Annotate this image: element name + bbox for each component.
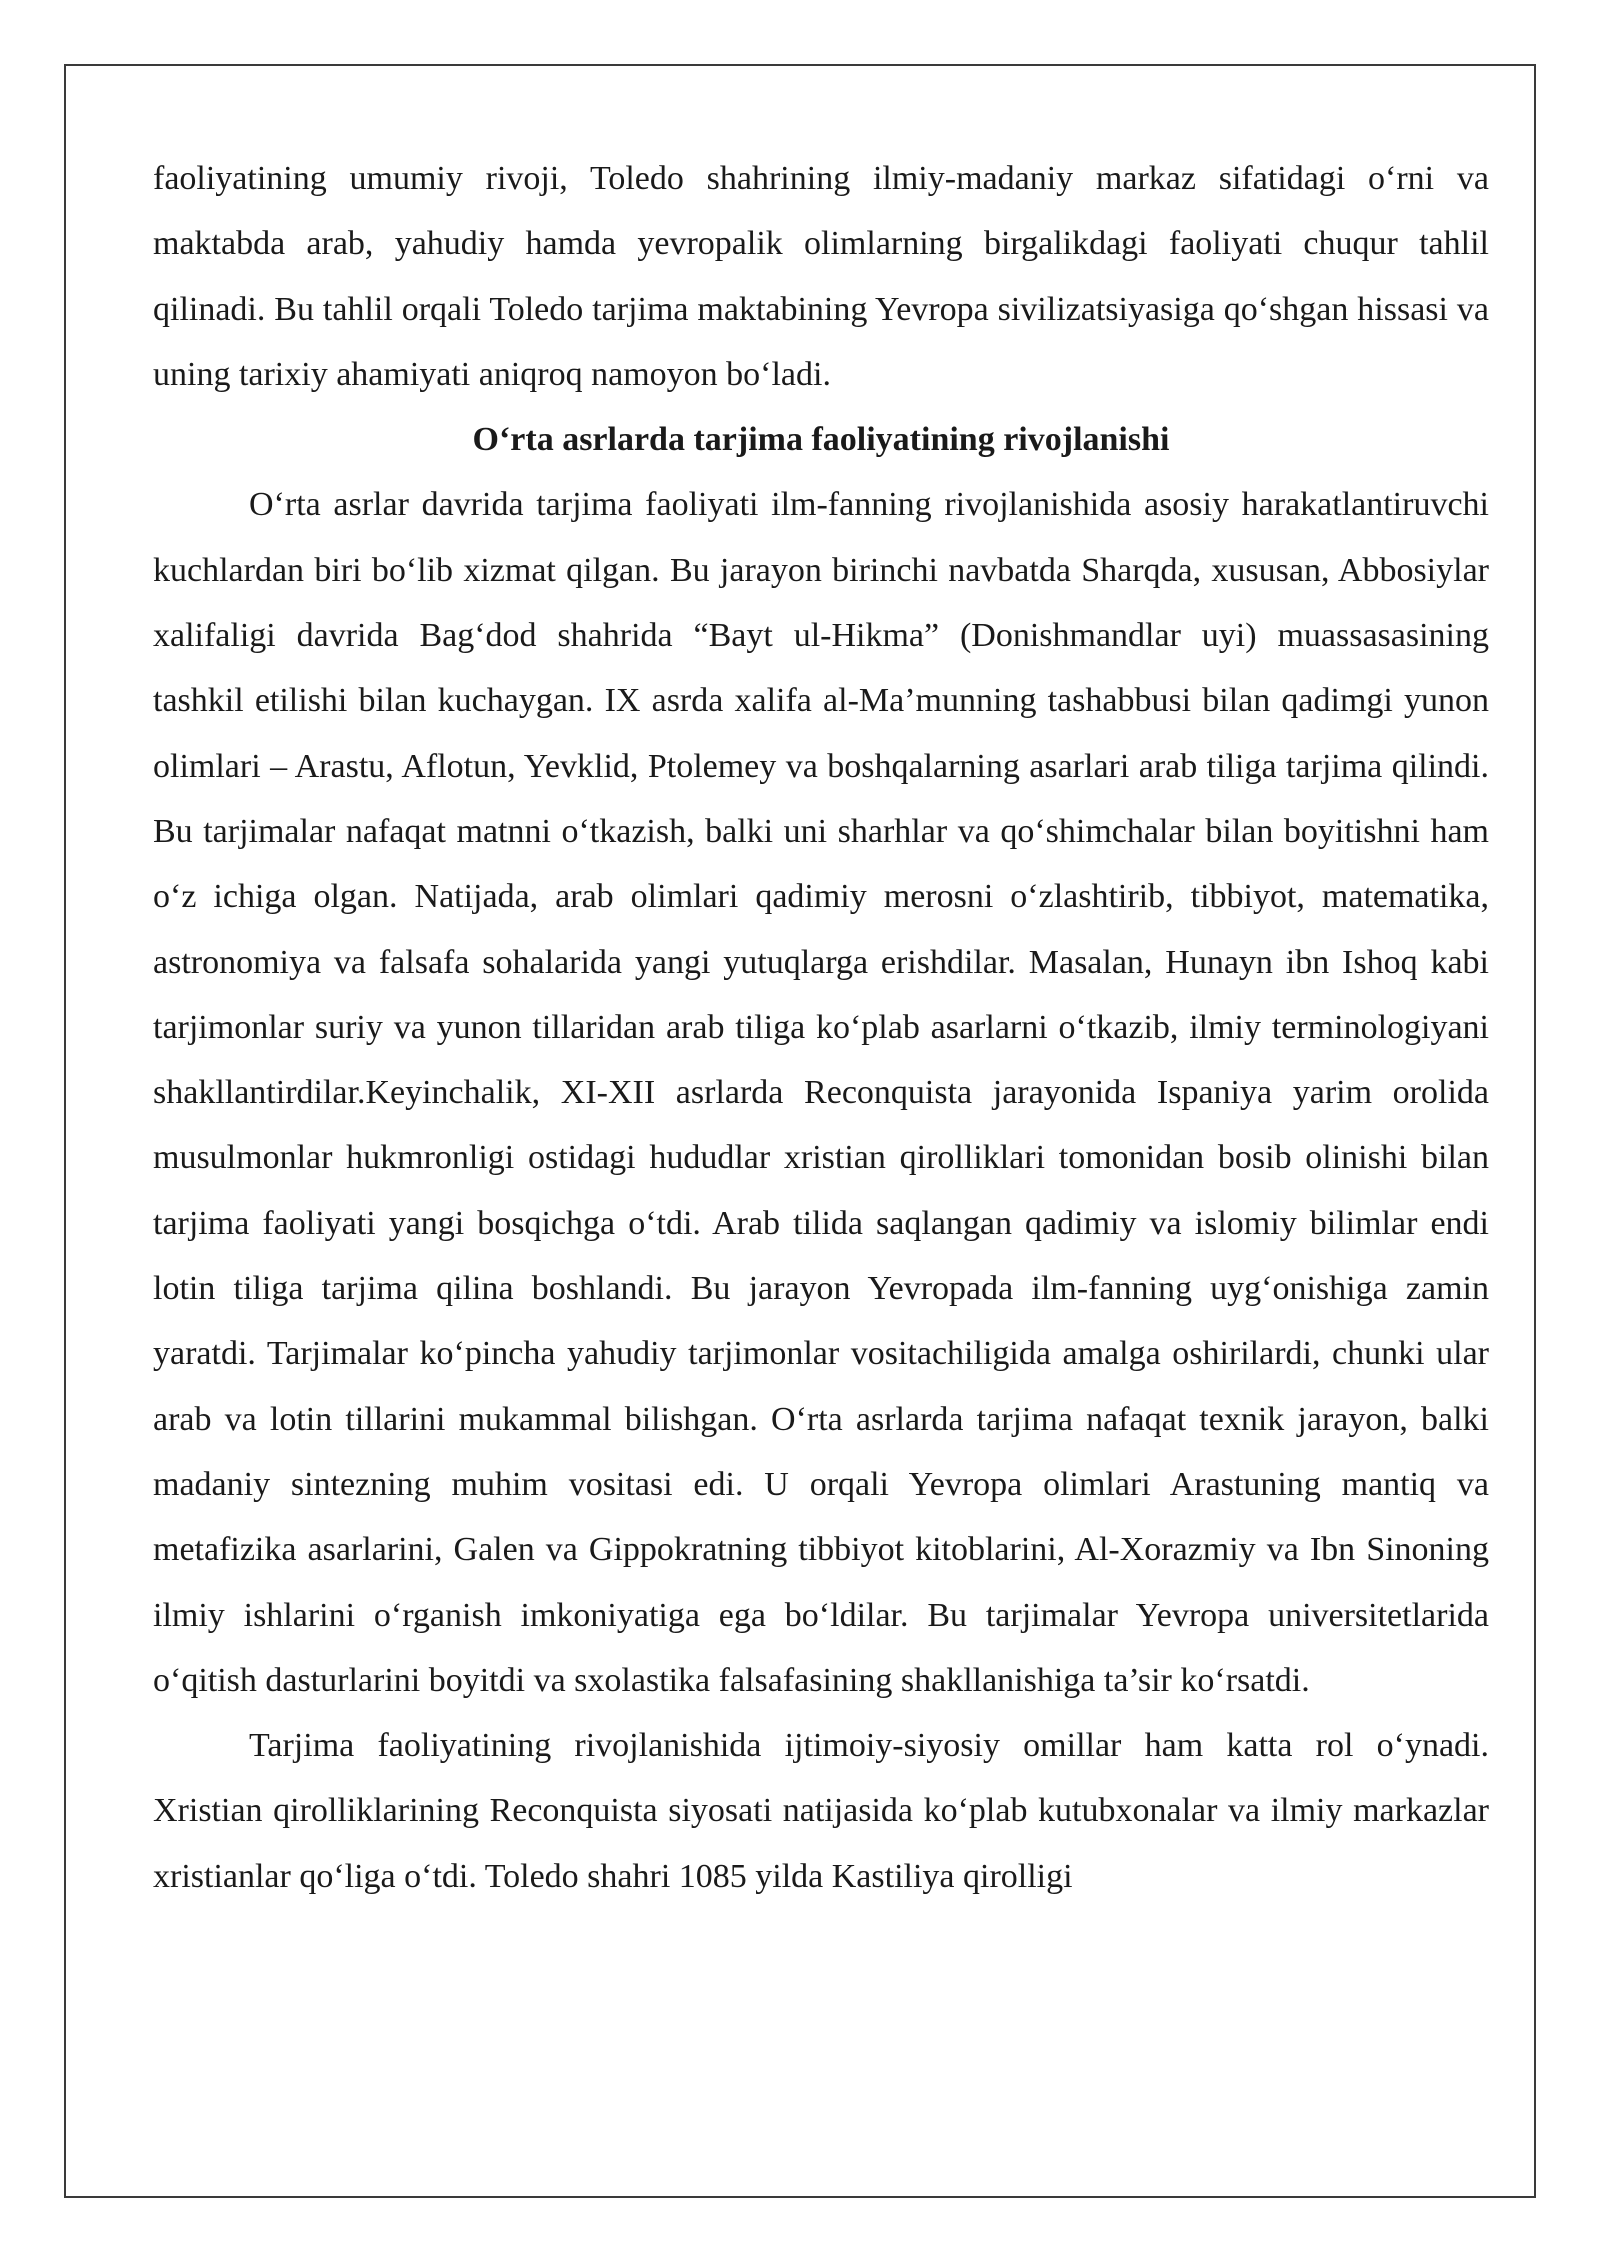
paragraph-intro: faoliyatining umumiy rivoji, Toledo shahrining ilmiy-madaniy markaz sifatidagi o‘rni va maktabda arab, yahudiy hamda yevropalik olimlarning birgalikdagi faoliyati chuqur tahlil qilinadi. Bu tahlil orqali Toledo tarjima maktabining Yevropa sivilizatsiyasiga qo‘shgan hissasi va uning tarixiy ahamiyati aniqroq namoyon bo‘ladi. bbox=[153, 160, 1489, 393]
section-heading: O‘rta asrlarda tarjima faoliyatining rivojlanishi bbox=[472, 421, 1170, 459]
paragraph-2: Tarjima faoliyatining rivojlanishida ijtimoiy-siyosiy omillar ham katta rol o‘ynadi. Xristian qirolliklarining Reconquista siyosati natijasida ko‘plab kutubxonalar va ilmiy markazlar xristianlar qo‘liga o‘tdi. Toledo shahri 1085 yilda Kastiliya qirolligi bbox=[153, 1727, 1489, 1895]
document-body bbox=[153, 146, 1489, 1909]
paragraph-1: O‘rta asrlar davrida tarjima faoliyati ilm-fanning rivojlanishida asosiy harakatlantiruvchi kuchlardan biri bo‘lib xizmat qilgan. Bu jarayon birinchi navbatda Sharqda, xususan, Abbosiylar xalifaligi davrida Bag‘dod shahrida “Bayt ul-Hikma” (Donishmandlar uyi) muassasasining tashkil etilishi bilan kuchaygan. IX asrda xalifa al-Ma’munning tashabbusi bilan qadimgi yunon olimlari – Arastu, Aflotun, Yevklid, Ptolemey va boshqalarning asarlari arab tiliga tarjima qilindi. Bu tarjimalar nafaqat matnni o‘tkazish, balki uni sharhlar va qo‘shimchalar bilan boyitishni ham o‘z ichiga olgan. Natijada, arab olimlari qadimiy merosni o‘zlashtirib, tibbiyot, matematika, astronomiya va falsafa sohalarida yangi yutuqlarga erishdilar. Masalan, Hunayn ibn Ishoq kabi tarjimonlar suriy va yunon tillaridan arab tiliga ko‘plab asarlarni o‘tkazib, ilmiy terminologiyani shakllantirdilar.Keyinchalik, XI-XII asrlarda Reconquista jarayonida Ispaniya yarim orolida musulmonlar hukmronligi ostidagi hududlar xristian qirolliklari tomonidan bosib olinishi bilan tarjima faoliyati yangi bosqichga o‘tdi. Arab tilida saqlangan qadimiy va islomiy bilimlar endi lotin tiliga tarjima qilina boshlandi. Bu jarayon Yevropada ilm-fanning uyg‘onishiga zamin yaratdi. Tarjimalar ko‘pincha yahudiy tarjimonlar vositachiligida amalga oshirilardi, chunki ular arab va lotin tillarini mukammal bilishgan. O‘rta asrlarda tarjima nafaqat texnik jarayon, balki madaniy sintezning muhim vositasi edi. U orqali Yevropa olimlari Arastuning mantiq va metafizika asarlarini, Galen va Gippokratning tibbiyot kitoblarini, Al-Xorazmiy va Ibn Sinoning ilmiy ishlarini o‘rganish imkoniyatiga ega bo‘ldilar. Bu tarjimalar Yevropa universitetlarida o‘qitish dasturlarini boyitdi va sxolastika falsafasining shakllanishiga ta’sir ko‘rsatdi. bbox=[153, 486, 1489, 1699]
